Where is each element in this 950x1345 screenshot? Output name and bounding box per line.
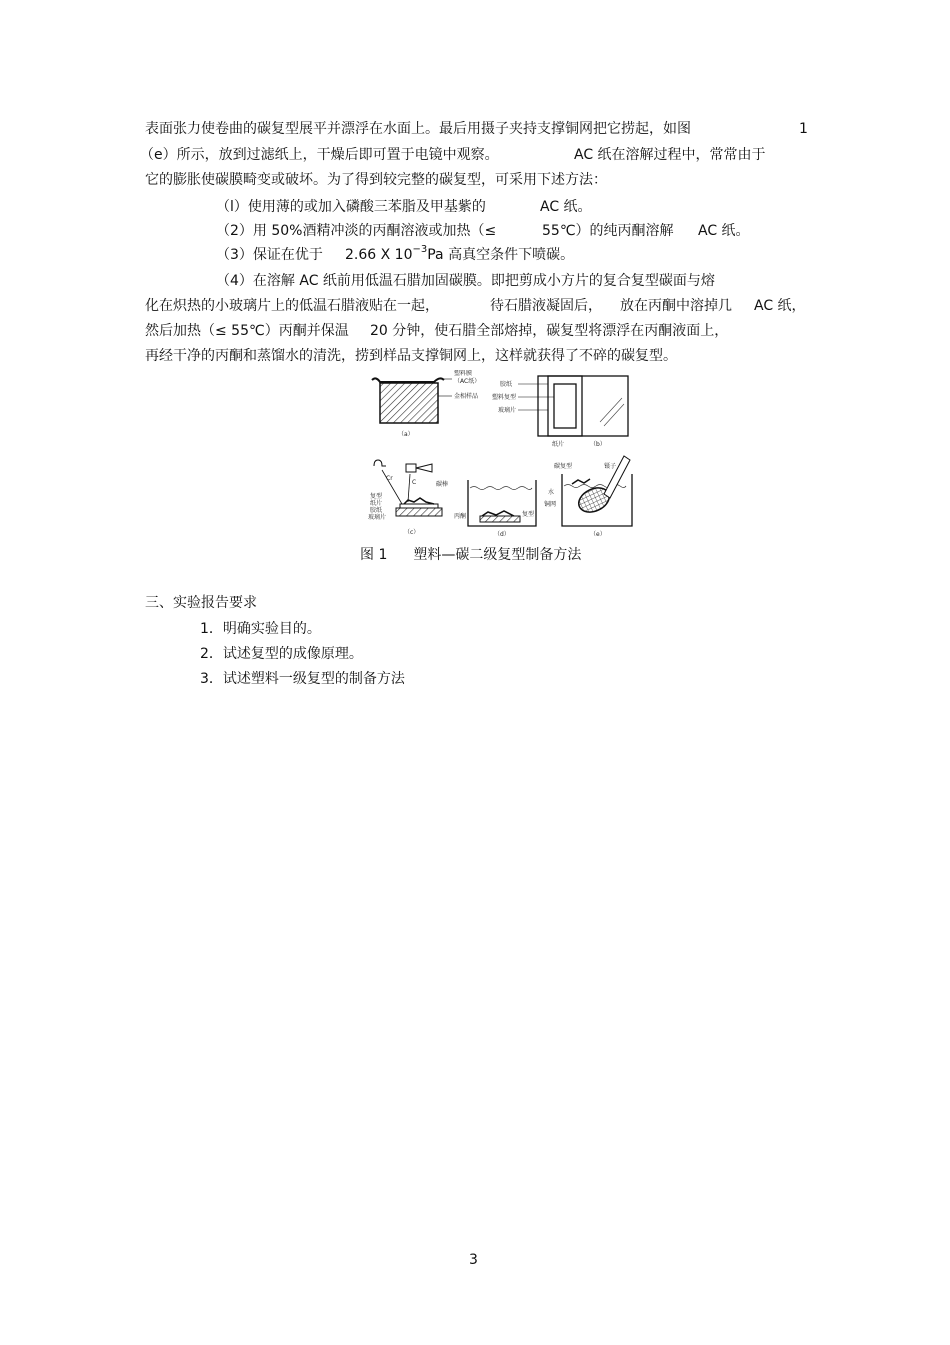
- label-replica: 复型: [370, 493, 383, 500]
- method-4-line-2d: AC 纸，: [754, 298, 806, 314]
- method-1a: （l）使用薄的或加入磷酸三苯脂及甲基紫的: [216, 199, 486, 215]
- label-glass-slide: 玻璃片: [498, 407, 517, 414]
- label-copper-mesh: 铜网: [544, 501, 557, 508]
- label-film: 塑料膜: [454, 370, 473, 377]
- label-tweezers: 镊子: [604, 463, 617, 470]
- label-b: （b）: [590, 441, 606, 448]
- method-2a: （2）用 50%酒精冲淡的丙酮溶液或加热（≤: [216, 223, 497, 239]
- text-span: 表面张力使卷曲的碳复型展平并漂浮在水面上。最后用摄子夹持支撑铜网把它捞起，如图: [145, 121, 691, 137]
- replica-preparation-figure: [368, 370, 638, 540]
- method-4-line-3b: 20 分钟，使石腊全部熔掉，碳复型将漂浮在丙酮液面上，: [370, 323, 729, 339]
- report-item-1: 1．明确实验目的。: [200, 621, 321, 637]
- panel-a: [372, 370, 480, 438]
- replica-d: [480, 516, 520, 522]
- method-3-rest: Pa 高真空条件下喷碳。: [427, 247, 575, 263]
- paragraph-line-2a: （e）所示，放到过滤纸上，干燥后即可置于电镜中观察。: [140, 147, 499, 163]
- cr-source: [374, 460, 386, 466]
- method-1b: AC 纸。: [540, 199, 592, 215]
- label-metal-sample: 金相样品: [454, 393, 479, 400]
- label-carbon-replica: 碳复型: [554, 463, 573, 470]
- method-3b: [345, 246, 574, 266]
- label-replica-d: 复型: [522, 511, 535, 518]
- glass-slide-c: [396, 508, 442, 516]
- label-c: （c）: [404, 529, 420, 536]
- carbon-rod: [416, 464, 432, 472]
- caption-number: 图 1: [360, 547, 388, 563]
- label-c-source: C: [412, 479, 417, 486]
- label-plastic-replica: 塑料复型: [492, 394, 517, 401]
- label-carbon-rod: 碳棒: [436, 481, 449, 488]
- method-4-line-4: 再经干净的丙酮和蒸馏水的清洗，捞到样品支撑铜网上，这样就获得了不碎的碳复型。: [145, 348, 677, 364]
- plastic-replica: [554, 384, 576, 428]
- label-water: 水: [548, 489, 555, 496]
- report-item-2: 2．试述复型的成像原理。: [200, 646, 363, 662]
- caption-text: 塑料—碳二级复型制备方法: [413, 547, 582, 563]
- figure-ref-number: 1: [799, 121, 808, 137]
- method-4-line-2a: 化在炽热的小玻璃片上的低温石腊液贴在一起，: [145, 298, 439, 314]
- panel-b: [492, 376, 628, 448]
- carbon-replica-e: [572, 479, 590, 484]
- glue-paper-c: [400, 504, 438, 508]
- method-3-exponent: −3: [412, 244, 428, 255]
- panel-e: [544, 456, 632, 538]
- label-e: （e）: [590, 531, 606, 538]
- paragraph-line-1: [145, 120, 691, 138]
- label-cr: Cr: [386, 475, 393, 482]
- label-glass-slide-c: 玻璃片: [368, 514, 387, 521]
- method-2c: AC 纸。: [698, 223, 750, 239]
- label-glue-paper-c: 胶纸: [370, 507, 383, 514]
- paragraph-line-2b: AC 纸在溶解过程中，常常由于: [574, 147, 766, 163]
- panel-d: [454, 480, 536, 538]
- method-4-line-1: （4）在溶解 AC 纸前用低温石腊加固碳膜。即把剪成小方片的复合复型碳面与熔: [216, 273, 715, 289]
- method-4-line-2b: 待石腊液凝固后，: [490, 298, 602, 314]
- carbon-source: [406, 464, 416, 472]
- page-number: 3: [469, 1252, 478, 1268]
- label-film-ac: （AC纸）: [454, 378, 481, 385]
- method-4-line-2c: 放在丙酮中溶掉几: [620, 298, 732, 314]
- report-item-3: 3．试述塑料一级复型的制备方法: [200, 671, 405, 687]
- paragraph-line-3: 它的膨胀使碳膜畸变或破坏。为了得到较完整的碳复型，可采用下述方法：: [145, 172, 607, 188]
- method-3-value: 2.66 X 10: [345, 247, 413, 263]
- label-glue-paper: 胶纸: [500, 381, 513, 388]
- metal-sample: [380, 383, 438, 423]
- method-2b: 55℃）的纯丙酮溶解: [542, 223, 674, 239]
- label-d: （d）: [494, 531, 510, 538]
- label-paper-piece-c: 纸片: [370, 500, 383, 507]
- section-heading: 三、实验报告要求: [145, 595, 257, 611]
- label-acetone: 丙酮: [454, 513, 467, 520]
- plastic-film: [372, 378, 444, 382]
- label-paper-piece: 纸片: [552, 441, 565, 448]
- method-3a: （3）保证在优于: [216, 247, 323, 263]
- acetone-surface: [470, 487, 532, 490]
- panel-c: [368, 460, 448, 536]
- label-a: （a）: [398, 431, 414, 438]
- figure-caption: [360, 544, 581, 564]
- method-4-line-3a: 然后加热（≤ 55℃）丙酮并保温: [145, 323, 349, 339]
